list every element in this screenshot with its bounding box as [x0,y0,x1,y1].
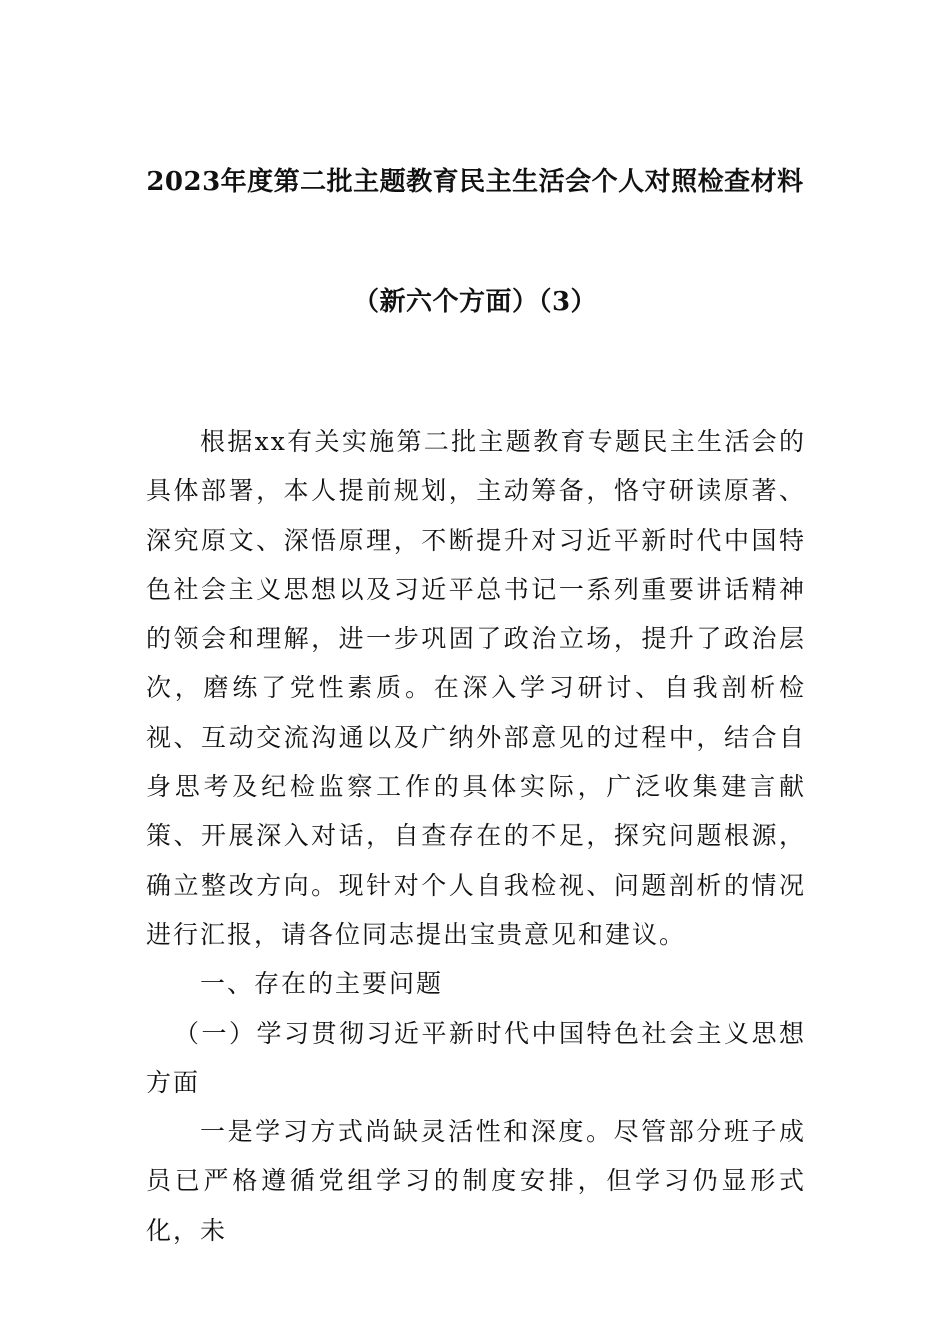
intro-paragraph: 根据xx有关实施第二批主题教育专题民主生活会的具体部署，本人提前规划，主动筹备，恪守研读原著、深究原文、深悟原理，不断提升对习近平新时代中国特色社会主义思想以及习近平总书记一系列重要讲话精神的领会和理解，进一步巩固了政治立场，提升了政治层次，磨练了党性素质。在深入学习研讨、自我剖析检视、互动交流沟通以及广纳外部意见的过程中，结合自身思考及纪检监察工作的具体实际，广泛收集建言献策、开展深入对话，自查存在的不足，探究问题根源，确立整改方向。现针对个人自我检视、问题剖析的情况进行汇报，请各位同志提出宝贵意见和建议。 [146,427,806,949]
point-paragraph-1: 一是学习方式尚缺灵活性和深度。尽管部分班子成员已严格遵循党组学习的制度安排，但学习仍显形式化，未 [146,1117,806,1245]
document-title: 2023年度第二批主题教育民主生活会个人对照检查材料 [146,167,804,197]
section-heading-main-problems: 一、存在的主要问题 [200,969,444,998]
document-subtitle: （新六个方面）（3） [352,287,598,317]
subsection-heading-study: （一）学习贯彻习近平新时代中国特色社会主义思想方面 [146,1019,806,1098]
